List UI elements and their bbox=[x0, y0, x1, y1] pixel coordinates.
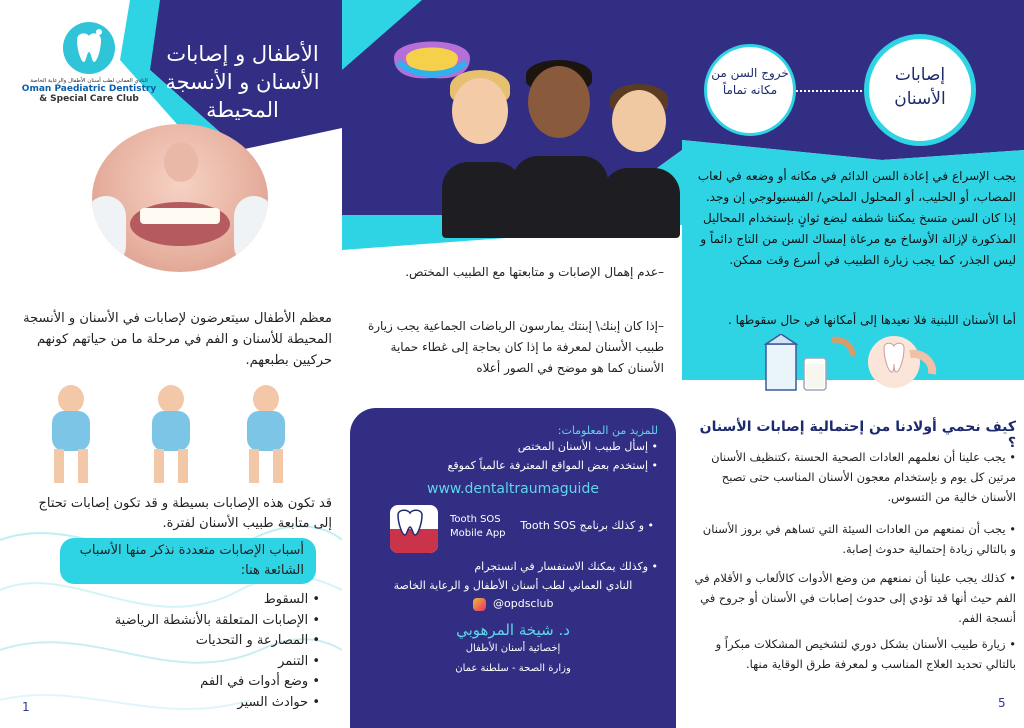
page-number-right: 5 bbox=[998, 696, 1006, 710]
injury-severity-paragraph: قد تكون هذه الإصابات بسيطة و قد تكون إصابات تحتاج إلى متابعة طبيب الأسنان لفترة. bbox=[38, 496, 332, 531]
walking-babies-image bbox=[40, 385, 300, 485]
left-panel bbox=[0, 0, 342, 728]
causes-list bbox=[80, 590, 320, 713]
middle-panel bbox=[342, 0, 682, 728]
app-recommendation: • و كذلك برنامج Tooth SOS bbox=[520, 519, 654, 532]
club-name-line: النادي العماني لطب أسنان الأطفال و الرعاية الخاصة bbox=[393, 579, 633, 592]
list-item: • حوادث السير bbox=[80, 693, 320, 714]
info-line-ask-dentist: • إسأل طبيب الأسنان المختص bbox=[517, 440, 658, 453]
brochure-title: الأطفال و إصابات الأسنان و الأنسجة المحيطة bbox=[165, 42, 320, 122]
child-teeth-photo bbox=[92, 124, 268, 272]
app-row bbox=[368, 501, 658, 557]
page-number-left: 1 bbox=[22, 700, 30, 714]
prevention-heading: كيف نحمي أولادنا من إحتمالية إصابات الأسنان ؟ bbox=[699, 419, 1016, 451]
avulsion-circle: خروج السن من مكانه تماماً bbox=[704, 44, 796, 136]
doctor-title: إخصائية أسنان الأطفال bbox=[465, 642, 561, 654]
intro-paragraph: معظم الأطفال سيتعرضون لإصابات في الأسنان و الأنسجة المحيطة للأسنان و الفم في مرحلة ما من حياتهم كونهم حركيين بطبعهم. bbox=[23, 311, 332, 368]
prevention-bullet: • كذلك يجب علينا أن نمنعهم من وضع الأدوات كالألعاب و الأقلام في الفم حيث أنها قد تؤدي إلى حدوث إصابات في الأسنان أو جروح في أنسجة الفم. bbox=[694, 571, 1016, 625]
more-info-title: للمزيد من المعلومات: bbox=[557, 424, 658, 437]
tooth-sos-app-icon[interactable] bbox=[390, 505, 438, 553]
connector-dots bbox=[796, 90, 862, 92]
smiling-boys-photo bbox=[442, 60, 680, 238]
milk-carton-image bbox=[762, 334, 862, 394]
list-item: • التنمر bbox=[80, 652, 320, 673]
list-item: • الإصابات المتعلقة بالأنشطة الرياضية bbox=[80, 611, 320, 632]
app-name: Tooth SOS Mobile App bbox=[450, 514, 506, 539]
info-line-websites: • إستخدم بعض المواقع المعترفة عالمياً كموقع bbox=[447, 459, 658, 472]
dental-injuries-circle: إصابات الأسنان bbox=[864, 34, 976, 146]
avulsion-instructions: يجب الإسراع في إعادة السن الدائم في مكانه أو وضعه في لعاب المصاب، أو الحليب، أو المحلول الملحي/ الفيسيولوجي إن وجد. إذا كان السن متسخ يمكننا شطفه لبضع ثوانٍ بإستخدام المحاليل المذكورة لإزالة الأوساخ مع مرعاة إمساك السن من التاج دائماً و ليس الجذر، كما يجب زيارة الطبيب في أسرع وقت ممكن. bbox=[697, 169, 1016, 267]
prevention-bullet: • يجب علينا أن نعلمهم العادات الصحية الحسنة ،كتنظيف الأسنان مرتين كل يوم و بإستخدام معجون الأسنان المناسب حتى تصبح الأسنان خالية من التسوس. bbox=[711, 450, 1016, 504]
doctor-name: د. شيخة المرهوبي bbox=[456, 620, 570, 639]
causes-heading-box: أسباب الإصابات متعددة نذكر منها الأسباب الشائعة هنا: bbox=[60, 538, 316, 584]
list-item: • السقوط bbox=[80, 590, 320, 611]
instagram-icon bbox=[473, 598, 486, 611]
logo-english-line2: & Special Care Club bbox=[39, 94, 139, 104]
logo-arabic-text: النادي العماني لطب أسنان الأطفال والرعاية الخاصة bbox=[30, 78, 148, 84]
website-link[interactable]: www.dentaltraumaguide bbox=[427, 481, 599, 497]
doctor-organization: وزارة الصحة - سلطنة عمان bbox=[455, 662, 571, 674]
prevention-bullet: • زيارة طبيب الأسنان بشكل دوري لتشخيص المشكلات مبكراً و بالتالي تحديد العلاج المناسب و لمعرفة طرق الوقاية منها. bbox=[715, 637, 1016, 671]
logo-english-line1: Oman Paediatric Dentistry bbox=[21, 84, 157, 94]
right-panel bbox=[682, 0, 1024, 728]
primary-teeth-note: أما الأسنان اللبنية فلا نعيدها إلى أمكانها في حال سقوطها . bbox=[727, 313, 1016, 327]
club-logo bbox=[14, 22, 164, 122]
list-item: • وضع أدوات في الفم bbox=[80, 672, 320, 693]
list-item: • المصارعة و التحديات bbox=[80, 631, 320, 652]
tooth-handling-image bbox=[858, 334, 958, 394]
follow-up-advice: –عدم إهمال الإصابات و متابعتها مع الطبيب المختص. bbox=[405, 265, 664, 279]
tooth-logo-icon bbox=[63, 22, 115, 74]
instagram-handle-row[interactable] bbox=[368, 597, 658, 611]
more-info-box bbox=[350, 408, 676, 728]
instagram-handle: @opdsclub bbox=[493, 597, 554, 610]
mouthguard-advice: –إذا كان إبنك\ إبنتك يمارسون الرياضات الجماعية يجب زيارة طبيب الأسنان لمعرفة ما إذا كان بحاجة إلى غطاء حماية الأسنان كما هو موضح في الصور أعلاه bbox=[367, 319, 664, 375]
prevention-bullet: • يجب أن نمنعهم من العادات السيئة التي تساهم في بروز الأسنان و بالتالي زيادة إحتمالية حدوث إصابة. bbox=[702, 522, 1016, 556]
info-line-instagram: • وكذلك يمكنك الاستفسار في انستجرام bbox=[474, 560, 658, 573]
